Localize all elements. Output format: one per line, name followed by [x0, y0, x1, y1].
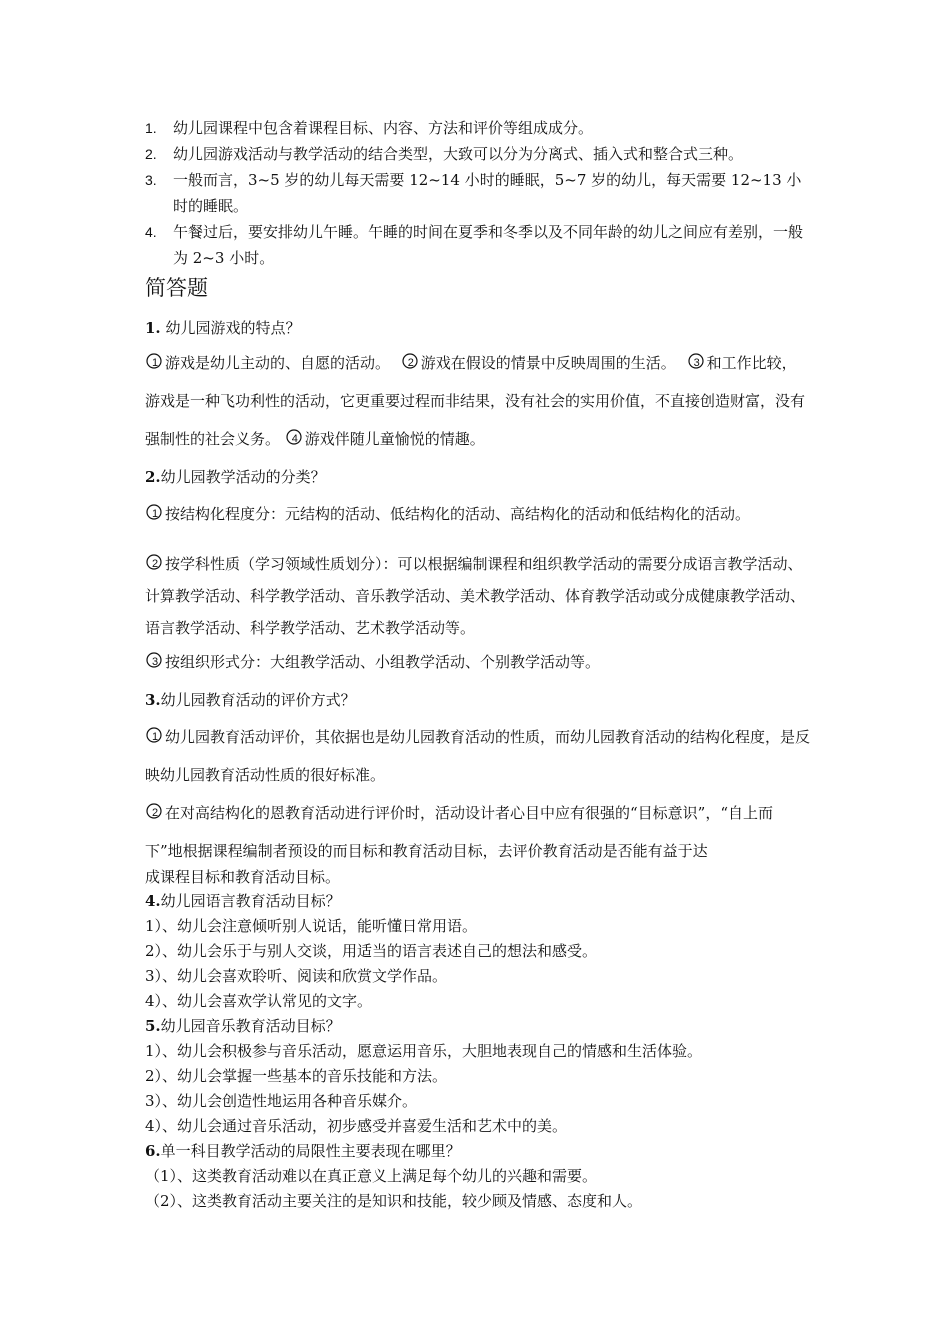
circled-number-icon: 4 [285, 429, 303, 447]
list-number: 1. [145, 120, 157, 136]
question-title [145, 688, 810, 712]
question-text: 幼儿园音乐教育活动目标？ [160, 1017, 341, 1035]
answer-paragraph [145, 648, 810, 676]
question-title [145, 1014, 810, 1039]
question-title [145, 889, 810, 914]
question-number: 3. [145, 691, 161, 709]
answer-text: 按学科性质（学习领域性质划分）：可以根据编制课程和组织教学活动的需要分成语言教学活动、计算教学活动、科学教学活动、音乐教学活动、美术教学活动、体育教学活动或分成健康教学活动、语言教学活动、科学教学活动、艺术教学活动等。 [145, 555, 806, 637]
circled-number-icon: 2 [145, 803, 163, 821]
question-number: 6. [145, 1142, 161, 1160]
circled-number-icon: 2 [145, 554, 163, 572]
answer-text: 游戏在假设的情景中反映周围的生活。 [420, 354, 676, 372]
question-number: 1. [145, 319, 161, 337]
question-block [145, 889, 810, 1014]
question-text: 单一科目教学活动的局限性主要表现在哪里？ [160, 1142, 461, 1160]
list-number: 2. [145, 146, 157, 162]
answer-text: 按结构化程度分：元结构的活动、低结构化的活动、高结构化的活动和低结构化的活动。 [165, 505, 751, 523]
question-block [145, 1139, 810, 1214]
answer-text: 按组织形式分：大组教学活动、小组教学活动、个别教学活动等。 [165, 653, 601, 671]
list-item: 3）、幼儿会创造性地运用各种音乐媒介。 [145, 1092, 418, 1110]
circled-number-icon: 2 [401, 353, 419, 371]
question-number: 4. [145, 892, 161, 910]
circled-number-icon: 3 [145, 652, 163, 670]
question-number: 5. [145, 1017, 161, 1035]
answer-paragraph [145, 718, 810, 794]
question-title [145, 316, 810, 340]
question-title [145, 1139, 810, 1164]
circled-number-icon: 1 [145, 353, 163, 371]
answer-text: 和工作比较，游戏是一种飞功利性的活动，它更重要过程而非结果，没有社会的实用价值，不直接创造财富，没有强制性的社会义务。 [145, 354, 806, 448]
list-item: 1）、幼儿会注意倾听别人说话，能听懂日常用语。 [145, 917, 478, 935]
list-text: 幼儿园游戏活动与教学活动的结合类型，大致可以分为分离式、插入式和整合式三种。 [173, 145, 744, 163]
question-number: 2. [145, 468, 161, 486]
answer-paragraph [145, 794, 810, 870]
list-item [145, 219, 815, 271]
list-item: （1）、这类教育活动难以在真正意义上满足每个幼儿的兴趣和需要。 [145, 1167, 598, 1185]
answer-text: 游戏是幼儿主动的、自愿的活动。 [165, 354, 391, 372]
list-number: 3. [145, 172, 157, 188]
answer-text: 在对高结构化的恩教育活动进行评价时，活动设计者心目中应有很强的“目标意识”，“自上而下”地根据课程编制者预设的而目标和教育活动目标，去评价教育活动是否能有益于达 [145, 804, 774, 860]
numbered-list [145, 115, 815, 271]
list-text: 幼儿园课程中包含着课程目标、内容、方法和评价等组成成分。 [173, 119, 594, 137]
list-item: 2）、幼儿会乐于与别人交谈，用适当的语言表述自己的想法和感受。 [145, 942, 598, 960]
section-title: 简答题 [145, 276, 208, 300]
question-title [145, 465, 810, 489]
circled-number-icon: 3 [687, 353, 705, 371]
answer-paragraph [145, 500, 810, 528]
answer-paragraph [145, 344, 810, 458]
list-item: 1）、幼儿会积极参与音乐活动，愿意运用音乐，大胆地表现自己的情感和生活体验。 [145, 1042, 703, 1060]
answer-text: 幼儿园教育活动评价，其依据也是幼儿园教育活动的性质，而幼儿园教育活动的结构化程度，是反映幼儿园教育活动性质的很好标准。 [145, 728, 811, 784]
list-item: 4）、幼儿会通过音乐活动，初步感受并喜爱生活和艺术中的美。 [145, 1117, 568, 1135]
list-item [145, 115, 815, 141]
question-block [145, 1014, 810, 1139]
list-text: 一般而言，3~5 岁的幼儿每天需要 12~14 小时的睡眠，5~7 岁的幼儿，每天需要 12~13 小时的睡眠。 [173, 171, 802, 215]
circled-number-icon: 1 [145, 504, 163, 522]
list-item: （2）、这类教育活动主要关注的是知识和技能，较少顾及情感、态度和人。 [145, 1192, 643, 1210]
list-item: 2）、幼儿会掌握一些基本的音乐技能和方法。 [145, 1067, 448, 1085]
list-text: 午餐过后，要安排幼儿午睡。午睡的时间在夏季和冬季以及不同年龄的幼儿之间应有差别，一般为 2~3 小时。 [173, 223, 804, 267]
circled-number-icon: 1 [145, 727, 163, 745]
list-item: 4）、幼儿会喜欢学认常见的文字。 [145, 992, 373, 1010]
question-text: 幼儿园教学活动的分类？ [160, 468, 326, 486]
answer-paragraph [145, 548, 810, 644]
list-number: 4. [145, 224, 157, 240]
list-item [145, 141, 815, 167]
answer-continuation: 成课程目标和教育活动目标。 [145, 868, 341, 886]
list-item: 3）、幼儿会喜欢聆听、阅读和欣赏文学作品。 [145, 967, 448, 985]
answer-text: 游戏伴随儿童愉悦的情趣。 [304, 430, 485, 448]
question-text: 幼儿园游戏的特点？ [165, 319, 301, 337]
question-text: 幼儿园教育活动的评价方式？ [160, 691, 356, 709]
list-item [145, 167, 815, 219]
question-text: 幼儿园语言教育活动目标？ [160, 892, 341, 910]
